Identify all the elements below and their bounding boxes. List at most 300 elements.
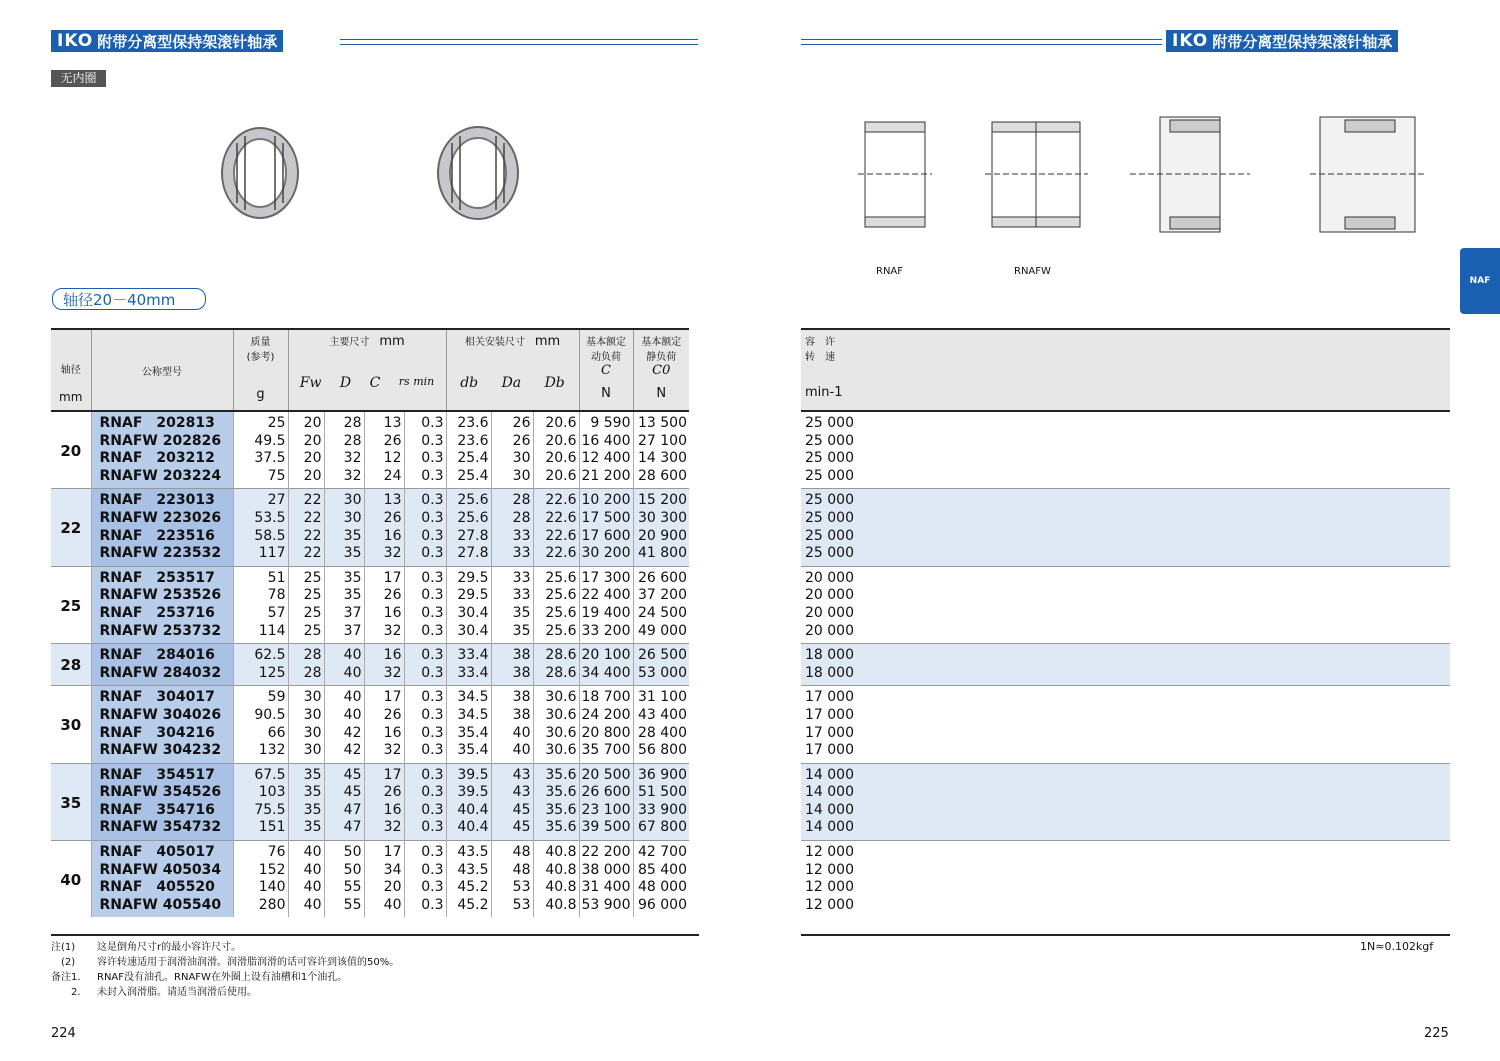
table-cell: 56 800 (633, 742, 689, 763)
table-row (51, 879, 689, 897)
table-cell: 28 (288, 665, 324, 686)
right-header-title: 附带分离型保持架滚针轴承 (1212, 32, 1393, 51)
model-number-cell: RNAFW 203224 (91, 468, 233, 489)
table-row (51, 819, 689, 840)
table-cell: 30 (288, 725, 324, 743)
table-cell: 18 700 (579, 686, 633, 707)
table-cell: 40.8 (533, 879, 579, 897)
table-cell: 0.3 (404, 802, 446, 820)
model-number-cell: RNAF 223516 (91, 528, 233, 546)
speed-row (801, 665, 1450, 686)
speed-row (801, 841, 1450, 862)
iko-logo: IKO (57, 31, 94, 51)
model-number-cell: RNAF 405520 (91, 879, 233, 897)
shaft-diameter-cell: 30 (51, 686, 91, 763)
table-cell: 280 (233, 897, 288, 918)
bearing-spec-rows (51, 411, 689, 917)
table-cell: 30 (324, 489, 364, 510)
model-number-cell: RNAFW 304026 (91, 707, 233, 725)
table-cell: 39.5 (446, 763, 491, 784)
speed-row (801, 605, 1450, 623)
speed-cell: 17 000 (805, 724, 854, 741)
table-cell: 59 (233, 686, 288, 707)
table-cell: 35 (491, 623, 533, 644)
table-row (51, 763, 689, 784)
table-row (51, 742, 689, 763)
table-cell: 117 (233, 545, 288, 566)
table-cell: 26 (364, 707, 404, 725)
table-cell: 28 400 (633, 725, 689, 743)
table-cell: 35 (324, 528, 364, 546)
table-cell: 0.3 (404, 489, 446, 510)
rnafw-bearing-image (430, 118, 525, 228)
speed-row (801, 528, 1450, 546)
speed-cell: 14 000 (801, 819, 1450, 840)
page-number-right: 225 (1424, 1026, 1449, 1041)
table-cell: 40 (364, 897, 404, 918)
speed-row (801, 433, 1450, 451)
table-cell: 26 (364, 587, 404, 605)
table-cell: 15 200 (633, 489, 689, 510)
table-cell: 40.4 (446, 819, 491, 840)
table-cell: 30 (491, 468, 533, 489)
table-cell: 51 (233, 566, 288, 587)
table-cell: 38 (491, 686, 533, 707)
table-cell: 17 (364, 841, 404, 862)
table-cell: 25 (288, 566, 324, 587)
table-cell: 0.3 (404, 468, 446, 489)
table-cell: 43 (491, 763, 533, 784)
table-cell: 85 400 (633, 862, 689, 880)
table-cell: 32 (364, 545, 404, 566)
table-cell: 45 (491, 802, 533, 820)
shaft-diameter-cell: 35 (51, 763, 91, 840)
speed-row (801, 742, 1450, 763)
table-cell: 66 (233, 725, 288, 743)
table-cell: 13 500 (633, 411, 689, 433)
table-cell: 43.5 (446, 862, 491, 880)
table-cell: 30 (288, 742, 324, 763)
table-cell: 34 400 (579, 665, 633, 686)
table-cell: 27.8 (446, 545, 491, 566)
table-cell: 20 (288, 468, 324, 489)
table-cell: 28 (491, 510, 533, 528)
table-row (51, 510, 689, 528)
table-cell: 22.6 (533, 489, 579, 510)
table-cell: 43 (491, 784, 533, 802)
table-cell: 76 (233, 841, 288, 862)
speed-row (801, 862, 1450, 880)
table-cell: 35.4 (446, 742, 491, 763)
table-cell: 49.5 (233, 433, 288, 451)
table-cell: 42 (324, 725, 364, 743)
table-cell: 35.6 (533, 802, 579, 820)
table-cell: 55 (324, 879, 364, 897)
table-row (51, 841, 689, 862)
speed-cell: 20 000 (805, 604, 854, 621)
iko-logo: IKO (1172, 31, 1209, 51)
speed-row (801, 489, 1450, 510)
table-cell: 45 (324, 784, 364, 802)
table-cell: 26 (364, 433, 404, 451)
table-cell: 33.4 (446, 665, 491, 686)
speed-row (801, 784, 1450, 802)
table-cell: 28 (324, 433, 364, 451)
model-number-cell: RNAF 354517 (91, 763, 233, 784)
table-cell: 39.5 (446, 784, 491, 802)
col-main-dims: 主要尺寸 mm Fw D C rs min (288, 329, 446, 411)
table-cell: 32 (324, 468, 364, 489)
page-number-left: 224 (51, 1026, 76, 1041)
table-cell: 53.5 (233, 510, 288, 528)
table-cell: 114 (233, 623, 288, 644)
footnote-row (51, 955, 399, 970)
table-cell: 38 (491, 644, 533, 665)
table-cell: 37.5 (233, 450, 288, 468)
speed-row (801, 644, 1450, 665)
table-cell: 22 400 (579, 587, 633, 605)
speed-cell: 20 000 (801, 566, 1450, 587)
right-header-rule (801, 39, 1162, 45)
table-cell: 140 (233, 879, 288, 897)
table-cell: 132 (233, 742, 288, 763)
table-cell: 17 300 (579, 566, 633, 587)
table-cell: 67.5 (233, 763, 288, 784)
table-cell: 20 900 (633, 528, 689, 546)
table-row (51, 450, 689, 468)
table-cell: 20.6 (533, 468, 579, 489)
table-cell: 28 600 (633, 468, 689, 489)
rnaf-bearing-image (215, 118, 305, 228)
model-number-cell: RNAF 253517 (91, 566, 233, 587)
table-cell: 25.6 (446, 510, 491, 528)
model-number-cell: RNAF 203212 (91, 450, 233, 468)
model-number-cell: RNAF 284016 (91, 644, 233, 665)
model-number-cell: RNAFW 405034 (91, 862, 233, 880)
table-cell: 24 (364, 468, 404, 489)
table-cell: 32 (324, 450, 364, 468)
table-cell: 33 (491, 528, 533, 546)
table-cell: 23.6 (446, 411, 491, 433)
table-cell: 0.3 (404, 587, 446, 605)
shaft-diameter-cell: 28 (51, 644, 91, 686)
table-cell: 30.6 (533, 742, 579, 763)
table-cell: 17 600 (579, 528, 633, 546)
model-number-cell: RNAFW 354526 (91, 784, 233, 802)
model-number-cell: RNAFW 284032 (91, 665, 233, 686)
table-cell: 90.5 (233, 707, 288, 725)
table-cell: 28.6 (533, 665, 579, 686)
table-cell: 22 200 (579, 841, 633, 862)
table-cell: 152 (233, 862, 288, 880)
footnote-text: 容许转速适用于润滑油润滑。润滑脂润滑的话可容许到该值的50%。 (97, 957, 400, 968)
shaft-diameter-cell: 40 (51, 841, 91, 918)
table-row (51, 566, 689, 587)
table-cell: 0.3 (404, 841, 446, 862)
footnote-row (51, 985, 399, 1000)
table-cell: 13 (364, 411, 404, 433)
speed-row (801, 566, 1450, 587)
model-number-cell: RNAFW 223532 (91, 545, 233, 566)
table-row (51, 587, 689, 605)
speed-row (801, 623, 1450, 644)
right-header-banner (1166, 30, 1398, 52)
table-row (51, 686, 689, 707)
table-cell: 41 800 (633, 545, 689, 566)
speed-cell: 25 000 (805, 450, 854, 467)
table-cell: 0.3 (404, 566, 446, 587)
table-cell: 31 100 (633, 686, 689, 707)
table-cell: 0.3 (404, 510, 446, 528)
speed-cell: 14 000 (801, 802, 1450, 820)
table-row (51, 665, 689, 686)
table-cell: 23 100 (579, 802, 633, 820)
table-cell: 27 100 (633, 433, 689, 451)
table-row (51, 707, 689, 725)
table-cell: 25.4 (446, 450, 491, 468)
table-cell: 20 500 (579, 763, 633, 784)
table-cell: 30 (324, 510, 364, 528)
table-cell: 32 (364, 623, 404, 644)
footnote-text: 这是倒角尺寸r的最小容许尺寸。 (97, 942, 242, 953)
table-cell: 125 (233, 665, 288, 686)
footnote-text: 未封入润滑脂。请适当润滑后使用。 (97, 987, 257, 998)
table-cell: 50 (324, 841, 364, 862)
table-cell: 26 500 (633, 644, 689, 665)
table-cell: 12 400 (579, 450, 633, 468)
speed-rows (801, 411, 1450, 917)
speed-cell: 17 000 (801, 686, 1450, 707)
table-cell: 38 000 (579, 862, 633, 880)
table-row (51, 605, 689, 623)
table-cell: 39 500 (579, 819, 633, 840)
table-cell: 22.6 (533, 528, 579, 546)
table-cell: 40.4 (446, 802, 491, 820)
left-header-title: 附带分离型保持架滚针轴承 (97, 32, 278, 51)
table-cell: 17 (364, 566, 404, 587)
table-cell: 29.5 (446, 566, 491, 587)
table-cell: 22 (288, 510, 324, 528)
table-cell: 0.3 (404, 605, 446, 623)
table-cell: 75.5 (233, 802, 288, 820)
table-cell: 0.3 (404, 879, 446, 897)
speed-cell: 17 000 (805, 742, 854, 759)
table-cell: 30 (288, 707, 324, 725)
table-cell: 16 400 (579, 433, 633, 451)
table-cell: 26 (491, 433, 533, 451)
footnote-text: RNAF没有油孔。RNAFW在外圈上设有油槽和1个油孔。 (97, 972, 348, 983)
table-cell: 9 590 (579, 411, 633, 433)
model-number-cell: RNAF 405017 (91, 841, 233, 862)
table-cell: 35 (288, 784, 324, 802)
speed-cell: 25 000 (801, 545, 1450, 566)
bearing-technical-drawings (820, 92, 1440, 262)
table-cell: 45 (491, 819, 533, 840)
speed-cell: 25 000 (805, 432, 854, 449)
table-cell: 25 (288, 605, 324, 623)
col-mass: 质量 (参考) g (233, 329, 288, 411)
unit-conversion-note: 1N≈0.102kgf (1360, 940, 1434, 953)
model-number-cell: RNAFW 253526 (91, 587, 233, 605)
model-number-cell: RNAF 253716 (91, 605, 233, 623)
table-cell: 16 (364, 644, 404, 665)
table-cell: 22 (288, 528, 324, 546)
table-cell: 34.5 (446, 707, 491, 725)
table-cell: 14 300 (633, 450, 689, 468)
speed-row (801, 725, 1450, 743)
bearing-spec-table (51, 328, 689, 917)
table-cell: 37 200 (633, 587, 689, 605)
table-cell: 0.3 (404, 644, 446, 665)
table-cell: 78 (233, 587, 288, 605)
table-cell: 20 800 (579, 725, 633, 743)
table-cell: 26 (491, 411, 533, 433)
table-cell: 40 (324, 644, 364, 665)
col-model: 公称型号 (91, 329, 233, 411)
table-row (51, 528, 689, 546)
table-cell: 40.8 (533, 841, 579, 862)
table-cell: 32 (364, 819, 404, 840)
table-cell: 26 (364, 784, 404, 802)
speed-cell: 20 000 (805, 622, 854, 639)
table-row (51, 862, 689, 880)
table-cell: 0.3 (404, 819, 446, 840)
speed-cell: 14 000 (801, 784, 1450, 802)
table-cell: 40 (491, 725, 533, 743)
table-row (51, 545, 689, 566)
model-number-cell: RNAFW 304232 (91, 742, 233, 763)
table-cell: 20 (288, 450, 324, 468)
table-cell: 35 (288, 763, 324, 784)
table-cell: 35 (324, 545, 364, 566)
table-cell: 35 (288, 802, 324, 820)
left-table-bottom-rule (51, 934, 699, 936)
table-cell: 24 200 (579, 707, 633, 725)
table-cell: 25 (288, 587, 324, 605)
table-cell: 13 (364, 489, 404, 510)
table-cell: 38 (491, 665, 533, 686)
speed-cell: 12 000 (801, 841, 1450, 862)
table-row (51, 433, 689, 451)
table-cell: 16 (364, 725, 404, 743)
table-cell: 0.3 (404, 686, 446, 707)
table-cell: 42 700 (633, 841, 689, 862)
speed-row (801, 468, 1450, 489)
speed-cell: 14 000 (801, 763, 1450, 784)
speed-table (801, 328, 1450, 917)
table-cell: 103 (233, 784, 288, 802)
speed-cell: 25 000 (805, 467, 854, 484)
table-cell: 36 900 (633, 763, 689, 784)
speed-cell: 12 000 (805, 879, 854, 896)
table-cell: 55 (324, 897, 364, 918)
table-cell: 27 (233, 489, 288, 510)
footnote-key: 注(1) (51, 942, 76, 953)
table-cell: 53 (491, 879, 533, 897)
table-cell: 40 (324, 665, 364, 686)
table-cell: 40 (288, 879, 324, 897)
table-cell: 151 (233, 819, 288, 840)
table-cell: 45.2 (446, 879, 491, 897)
table-cell: 31 400 (579, 879, 633, 897)
table-cell: 0.3 (404, 528, 446, 546)
table-cell: 22 (288, 545, 324, 566)
table-cell: 17 (364, 686, 404, 707)
table-cell: 62.5 (233, 644, 288, 665)
table-cell: 35 (324, 587, 364, 605)
table-cell: 28 (324, 411, 364, 433)
table-cell: 57 (233, 605, 288, 623)
table-cell: 17 (364, 763, 404, 784)
table-cell: 35 700 (579, 742, 633, 763)
speed-row (801, 545, 1450, 566)
table-cell: 35 (324, 566, 364, 587)
col-shaft: 轴径 mm (51, 329, 91, 411)
table-cell: 96 000 (633, 897, 689, 918)
table-cell: 35 (288, 819, 324, 840)
table-cell: 0.3 (404, 545, 446, 566)
table-row (51, 411, 689, 433)
shaft-range-label: 轴径20－40mm (52, 288, 206, 310)
col-mounting-dims: 相关安装尺寸 mm db Da Db (446, 329, 579, 411)
table-cell: 48 (491, 841, 533, 862)
table-cell: 40 (288, 897, 324, 918)
table-cell: 23.6 (446, 433, 491, 451)
speed-cell: 12 000 (805, 896, 854, 913)
table-cell: 30 200 (579, 545, 633, 566)
table-cell: 0.3 (404, 784, 446, 802)
table-cell: 0.3 (404, 450, 446, 468)
table-cell: 47 (324, 802, 364, 820)
table-cell: 0.3 (404, 725, 446, 743)
speed-cell: 20 000 (805, 587, 854, 604)
table-row (51, 489, 689, 510)
table-cell: 45 (324, 763, 364, 784)
table-cell: 40.8 (533, 862, 579, 880)
table-cell: 40 (288, 841, 324, 862)
table-cell: 16 (364, 802, 404, 820)
left-header-rule (340, 39, 698, 45)
speed-row (801, 802, 1450, 820)
table-cell: 48 (491, 862, 533, 880)
table-cell: 53 (491, 897, 533, 918)
table-cell: 30 (288, 686, 324, 707)
table-cell: 45.2 (446, 897, 491, 918)
col-dynamic-load: 基本额定 动负荷 C N (579, 329, 633, 411)
table-cell: 12 (364, 450, 404, 468)
table-cell: 67 800 (633, 819, 689, 840)
table-cell: 35.4 (446, 725, 491, 743)
footnotes (51, 940, 399, 1000)
diagram-label-rnafw: RNAFW (1014, 266, 1051, 277)
speed-row (801, 879, 1450, 897)
speed-row (801, 450, 1450, 468)
table-cell: 58.5 (233, 528, 288, 546)
table-cell: 16 (364, 605, 404, 623)
table-cell: 28.6 (533, 644, 579, 665)
model-number-cell: RNAF 223013 (91, 489, 233, 510)
speed-row (801, 897, 1450, 918)
table-cell: 0.3 (404, 897, 446, 918)
speed-cell: 25 000 (801, 528, 1450, 546)
table-cell: 20.6 (533, 411, 579, 433)
model-number-cell: RNAFW 253732 (91, 623, 233, 644)
table-cell: 30 (491, 450, 533, 468)
table-cell: 20 (364, 879, 404, 897)
table-cell: 22 (288, 489, 324, 510)
table-cell: 0.3 (404, 862, 446, 880)
no-inner-ring-tag: 无内圈 (51, 70, 106, 87)
